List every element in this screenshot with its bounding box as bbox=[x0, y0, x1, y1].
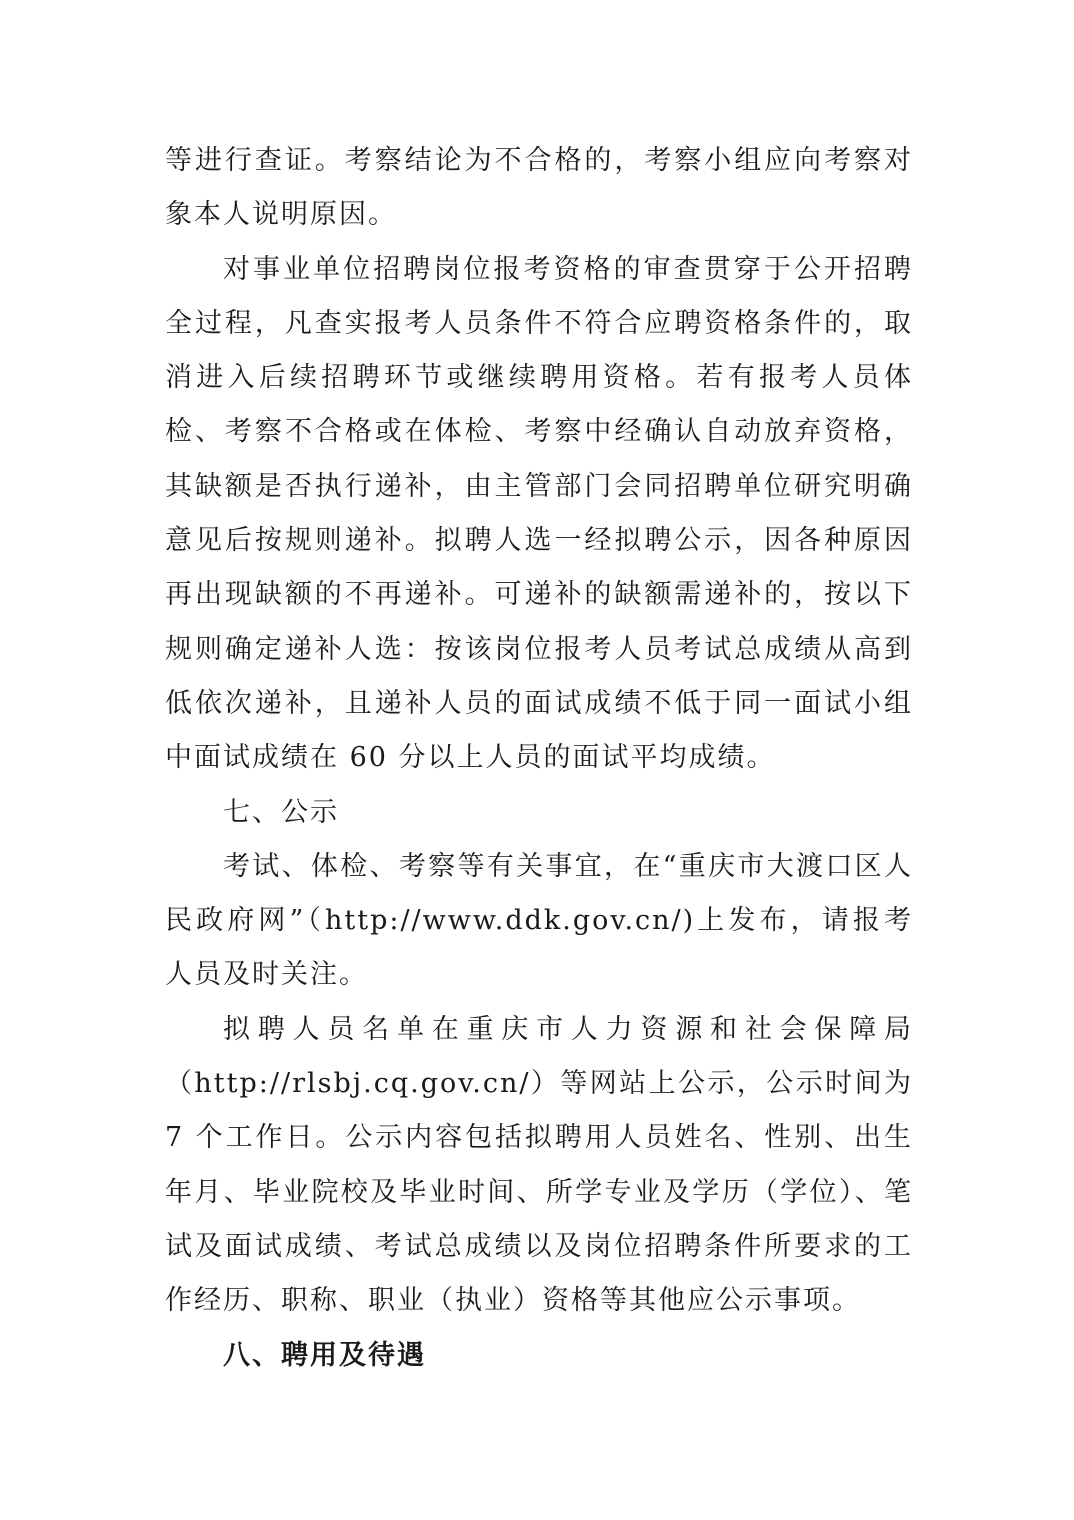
section-heading-employment-treatment: 八、聘用及待遇 bbox=[223, 1339, 426, 1371]
document-body bbox=[165, 134, 913, 1383]
paragraph-publicity-website: 考试、体检、考察等有关事宜，在“重庆市大渡口区人民政府网”（http://www.ddk.gov.cn/)上发布，请报考人员及时关注。 bbox=[165, 850, 913, 991]
section-heading-publicity: 七、公示 bbox=[223, 796, 339, 828]
paragraph-qualification-review: 对事业单位招聘岗位报考资格的审查贯穿于公开招聘全过程，凡查实报考人员条件不符合应聘资格条件的，取消进入后续招聘环节或继续聘用资格。若有报考人员体检、考察不合格或在体检、考察中经确认自动放弃资格，其缺额是否执行递补，由主管部门会同招聘单位研究明确意见后按规则递补。拟聘人选一经拟聘公示，因各种原因再出现缺额的不再递补。可递补的缺额需递补的，按以下规则确定递补人选：按该岗位报考人员考试总成绩从高到低依次递补，且递补人员的面试成绩不低于同一面试小组中面试成绩在 60 分以上人员的面试平均成绩。 bbox=[165, 253, 913, 774]
paragraph-candidate-list-publicity: 拟聘人员名单在重庆市人力资源和社会保障局（http://rlsbj.cq.gov.cn/）等网站上公示，公示时间为 7 个工作日。公示内容包括拟聘用人员姓名、性别、出生年月、毕业院校及毕业时间、所学专业及学历（学位）、笔试及面试成绩、考试总成绩以及岗位招聘条件所要求的工作经历、职称、职业（执业）资格等其他应公示事项。 bbox=[165, 1013, 913, 1317]
paragraph-inspection-result: 等进行查证。考察结论为不合格的，考察小组应向考察对象本人说明原因。 bbox=[165, 145, 913, 231]
